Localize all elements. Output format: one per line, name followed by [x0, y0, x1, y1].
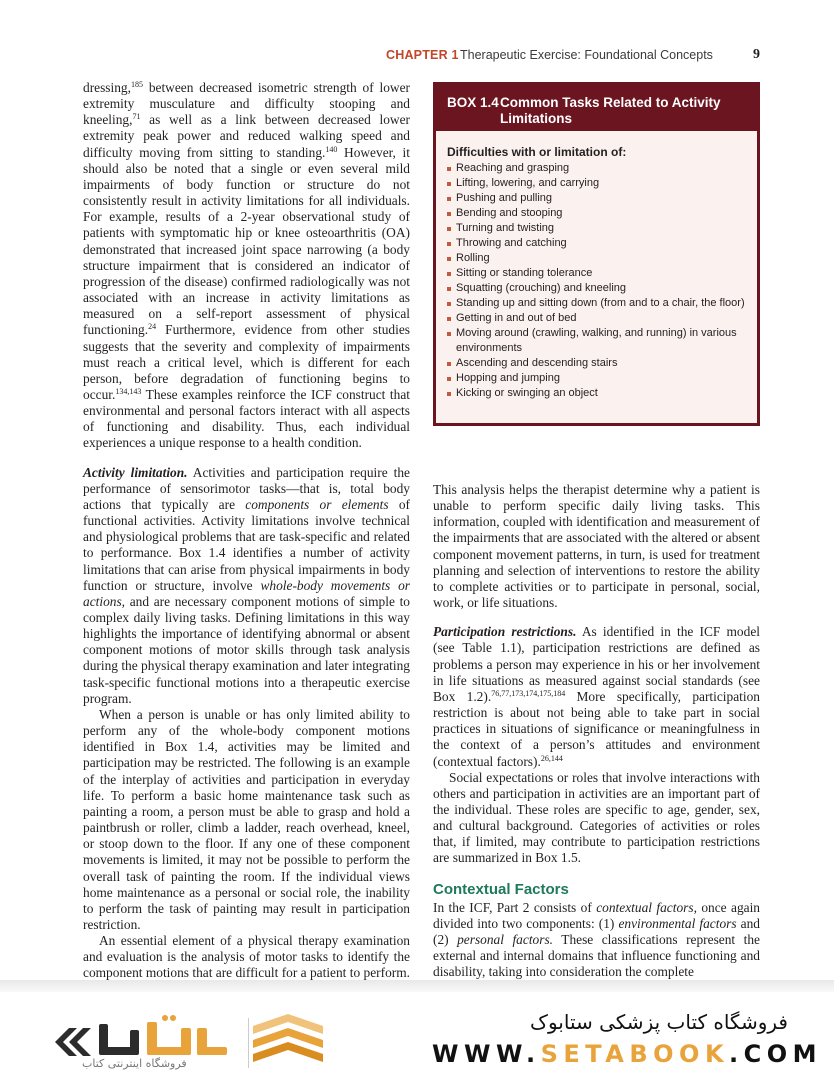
store-url[interactable]: WWW.SETABOOK.COM — [432, 1040, 823, 1068]
page-number: 9 — [753, 47, 760, 62]
citation: 185 — [130, 80, 143, 89]
box-body — [436, 131, 757, 401]
box-label: BOX 1.4 — [447, 95, 499, 110]
logo-caption: فروشگاه اینترنتی کتاب — [82, 1057, 187, 1070]
paragraph-painting-example: When a person is unable or has only limited ability to perform any of the whole-body component motions identified in Box 1.4, activities may be limited and participation may be restricted. The following is an example of the interplay of activities and participation in everyday life. To perform a basic home maintenance task such as painting a room, a person must be able to grasp and hold a paintbrush or roller, climb a ladder, reach overhead, kneel, or stoop down to the floor. If any one of these component movements is limited, it may not be possible to perform the overall task of painting the room. If the individual views home maintenance as a personal or social role, the inability to perform the task of painting may result in participation restriction. — [83, 706, 410, 932]
list-item: Rolling — [447, 251, 747, 266]
chapter-title: Therapeutic Exercise: Foundational Concepts — [460, 48, 713, 62]
list-item: Pushing and pulling — [447, 191, 747, 206]
list-item: Moving around (crawling, walking, and running) in various environments — [447, 326, 747, 356]
list-item: Squatting (crouching) and kneeling — [447, 281, 747, 296]
list-item: Reaching and grasping — [447, 161, 747, 176]
list-item: Throwing and catching — [447, 236, 747, 251]
box-1-4 — [433, 82, 760, 426]
chapter-label: CHAPTER 1 — [386, 48, 459, 62]
run-in-heading: Activity limitation. — [83, 464, 188, 480]
right-column — [433, 482, 760, 981]
left-column — [83, 80, 410, 982]
list-item: Lifting, lowering, and carrying — [447, 176, 747, 191]
list-item: Bending and stooping — [447, 206, 747, 221]
paragraph-activity-limitation: Activity limitation. Activities and participation require the performance of sensorimotor tasks—that is, total body actions that typically are components or elements of functional activities. Activity limitations involve technical and physiological problems that are task-specific and related to performance. Box 1.4 identifies a number of activity limitations that can arise from physical impairments in body function or structure, involve whole-body movements or actions, and are necessary component motions of simple to complex daily living tasks. Defining limitations in this way highlights the importance of identifying abnormal or absent component motions of motor skills through task analysis during the physical therapy examination and later integrating task-specific functional motions into a therapeutic exercise program. — [83, 464, 411, 706]
list-item: Turning and twisting — [447, 221, 747, 236]
run-in-heading: Participation restrictions. — [433, 624, 577, 640]
paragraph-participation-restrictions: Participation restrictions. As identified in the ICF model (see Table 1.1), participation restrictions are defined as problems a person may experience in his or her involvement in life situations as measured against social standards (see Box 1.2).$^{76,77,173,174,175,184}$ More specifically, participation restriction is about not being able to take part in social practices in situations of significance or meaningfulness in the context of a person’s attitudes and environment (contextual factors).$^{26,144}$ — [433, 624, 760, 769]
citation: 71 — [132, 112, 141, 122]
citation: 26,144 — [540, 753, 563, 763]
box-header — [436, 85, 757, 131]
box-subheading: Difficulties with or limitation of: — [447, 145, 627, 159]
store-name: فروشگاه کتاب پزشکی ستابوک — [530, 1010, 788, 1034]
paragraph-contextual-factors: In the ICF, Part 2 consists of contextual factors, once again divided into two components: (1) environmental factors and (2) personal factors. These classifications represent the external and internal domains that influence functioning and disability, taking into consideration the complete — [433, 899, 760, 980]
box-list — [447, 161, 747, 401]
list-item: Kicking or swinging an object — [447, 386, 747, 401]
box-title: Common Tasks Related to Activity Limitations — [500, 95, 721, 126]
paragraph-analysis: This analysis helps the therapist determine why a patient is unable to perform specific daily living tasks. This information, coupled with identification and measurement of the impairments that are associated with the altered or absent component movement patterns, in turn, is used for treatment planning and selection of interventions to restore the ability to complete activities or to participate in personal, social, work, or life situations. — [433, 482, 760, 611]
citation: 140 — [325, 144, 338, 154]
setabook-chevron-logo — [248, 1012, 328, 1072]
citation: 24 — [148, 322, 157, 332]
running-head — [0, 48, 834, 64]
paragraph-motor-task-analysis: An essential element of a physical therapy examination and evaluation is the analysis of motor tasks to identify the component motions that are difficult for a patient to perform. — [83, 933, 410, 981]
citation: 76,77,173,174,175,184 — [491, 688, 566, 698]
list-item: Standing up and sitting down (from and to a chair, the floor) — [447, 296, 747, 311]
section-heading-contextual-factors: Contextual Factors — [433, 880, 569, 898]
list-item: Sitting or standing tolerance — [447, 266, 747, 281]
list-item: Ascending and descending stairs — [447, 356, 747, 371]
list-item: Hopping and jumping — [447, 371, 747, 386]
list-item: Getting in and out of bed — [447, 311, 747, 326]
citation: 134,143 — [115, 386, 142, 396]
paragraph-social-roles: Social expectations or roles that involve interactions with others and participation in activities are an important part of the individual. These roles are specific to age, gender, sex, and cultural background. Categories of activities or roles that, if limited, may contribute to participation restrictions are summarized in Box 1.5. — [433, 769, 760, 866]
paragraph-impairment-evidence: dressing,$^{185}$ between decreased isometric strength of lower extremity musculature and difficulty stooping and kneeling,$^{71}$ as well as a link between decreased lower extremity peak power and reduced walking speed and difficulty moving from sitting to standing.$^{140}$ However, it should also be noted that a single or even several mild impairments of body function or structure do not consistently result in activity limitations for all individuals. For example, results of a 2-year observational study of patients with symptomatic hip or knee osteoarthritis (OA) demonstrated that increased joint space narrowing (a body structure impairment that is considered an indicator of progression of the disease) confirmed radiologically was not associated with an increase in activity limitations as measured on a self-report assessment of physical functioning.$^{24}$ Furthermore, evidence from other studies suggests that the severity and complexity of impairments must reach a critical level, which is different for each person, before degradation of functioning begins to occur.$^{134,143}$ These examples reinforce the ICF construct that environmental and personal factors interact with all aspects of functioning and disability. Thus, each individual experiences a unique response to a health condition. — [83, 80, 410, 451]
